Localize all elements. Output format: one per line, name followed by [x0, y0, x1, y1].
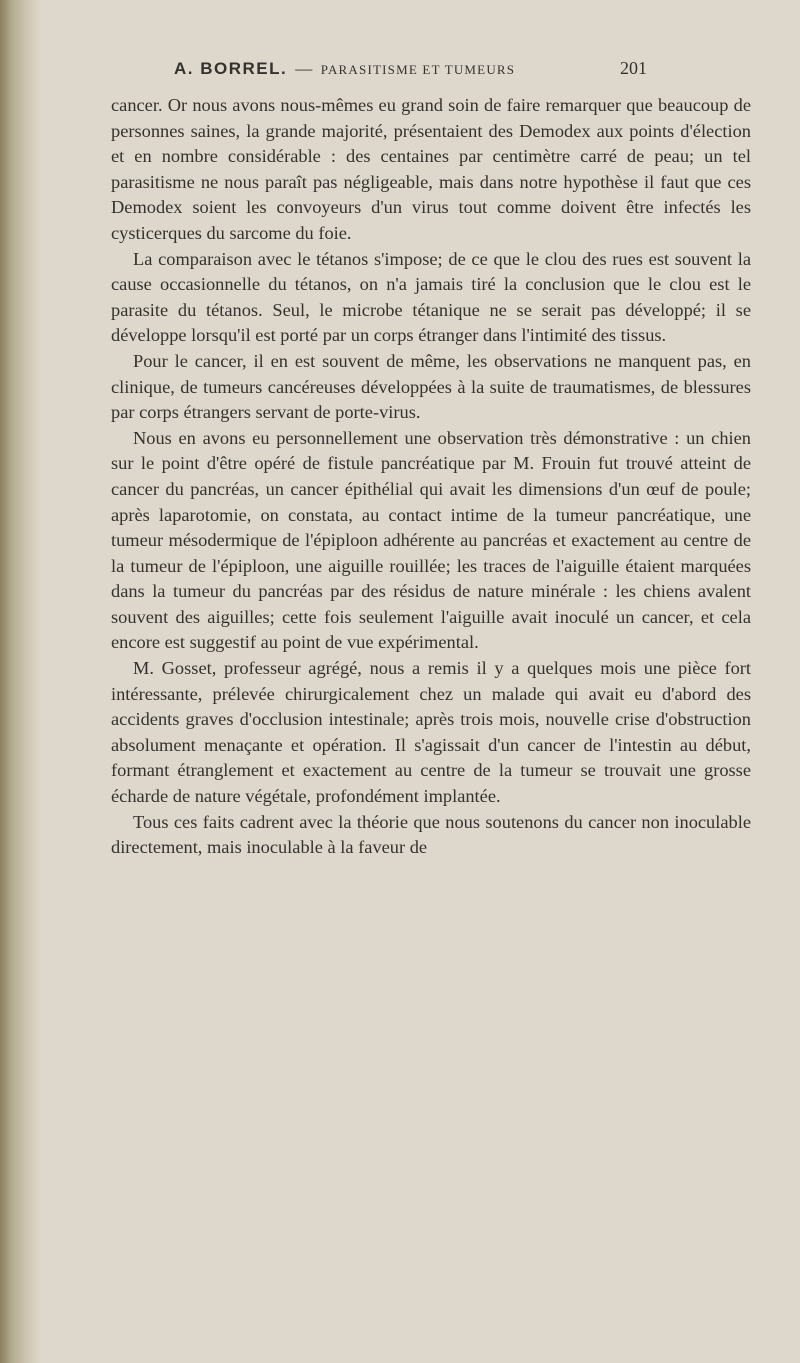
paragraph-2: La comparaison avec le tétanos s'impose; de ce que le clou des rues est souvent la cause occasionnelle du tétanos, on n'a jamais tiré la conclusion que le clou est le parasite du tétanos. Seul, le microbe tétanique ne se serait pas développé; il se développe lorsqu'il est porté par un corps étranger dans l'intimité des tissus.	[111, 248, 751, 346]
paragraph-3: Pour le cancer, il en est souvent de même, les observations ne manquent pas, en clinique, de tumeurs cancéreuses développées à la suite de traumatismes, de blessures par corps étrangers servant de porte-virus.	[111, 350, 751, 423]
paragraph-1: cancer. Or nous avons nous-mêmes eu grand soin de faire remarquer que beaucoup de personnes saines, la grande majorité, présentaient des Demodex aux points d'élection et en nombre considérable : des centaines par centimètre carré de peau; un tel parasitisme ne nous paraît pas négligeable, mais dans notre hypothèse il faut que ces Demodex soient les convoyeurs d'un virus tout comme doivent être infectés les cysticerques du sarcome du foie.	[111, 95, 751, 243]
paragraph-6: Tous ces faits cadrent avec la théorie que nous soutenons du cancer non inoculable directement, mais inoculable à la faveur de	[111, 811, 751, 858]
header-author: A. BORREL.	[174, 59, 288, 78]
header-title: PARASITISME ET TUMEURS	[320, 62, 516, 77]
running-header	[174, 59, 644, 85]
paragraph-5: M. Gosset, professeur agrégé, nous a remis il y a quelques mois une pièce fort intéressante, prélevée chirurgicalement chez un malade qui avait eu d'abord des accidents graves d'occlusion intestinale; après trois mois, nouvelle crise d'obstruction absolument menaçante et opération. Il s'agissait d'un cancer de l'intestin au début, formant étranglement et exactement au centre de la tumeur se trouvait une grosse écharde de nature végétale, profondément implantée.	[111, 658, 751, 807]
paragraph-4: Nous en avons eu personnellement une observation très démonstrative : un chien sur le point d'être opéré de fistule pancréatique par M. Frouin fut trouvé atteint de cancer du pancréas, un cancer épithélial qui avait les dimensions d'un œuf de poule; après laparotomie, on constata, au contact intime de la tumeur pancréatique, une tumeur mésodermique de l'épiploon adhérente au pancréas et exactement au centre de la tumeur de l'épiploon, une aiguille rouillée; les traces de l'aiguille étaient marquées dans la tumeur du pancréas par des résidus de nature minérale : les chiens avalent souvent des aiguilles; cette fois seulement l'aiguille avait inoculé un cancer, et cela encore est suggestif au point de vue expérimental.	[111, 427, 751, 653]
book-binding-shadow	[0, 0, 40, 1363]
header-dash: —	[295, 59, 313, 78]
body-text	[111, 93, 751, 861]
page-number: 201	[620, 58, 647, 78]
